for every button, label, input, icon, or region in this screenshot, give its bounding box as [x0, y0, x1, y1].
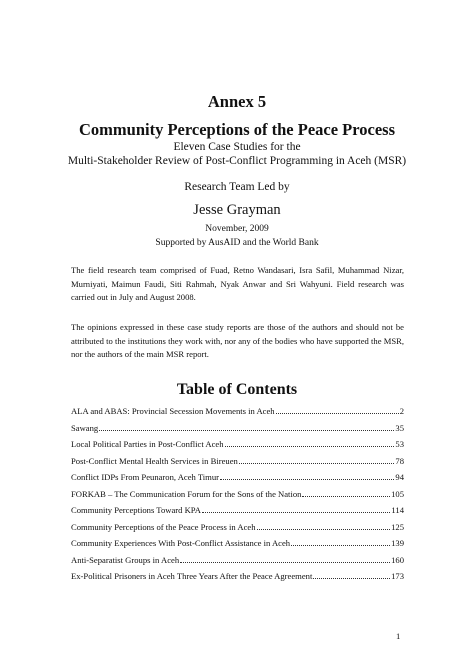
- subtitle-line-1: Eleven Case Studies for the: [173, 141, 301, 153]
- toc-entry-title: ALA and ABAS: Provincial Secession Movements in Aceh: [71, 406, 275, 416]
- toc-entry[interactable]: [71, 406, 404, 423]
- disclaimer-paragraph: The opinions expressed in these case study reports are those of the authors and should not be attributed to the institutions they work with, nor any of the bodies who have supported the MSR, nor the authors of the main MSR report.: [71, 322, 404, 359]
- toc-dot-leader: [291, 544, 390, 546]
- toc-dot-leader: [180, 561, 390, 563]
- toc-dot-leader: [239, 462, 395, 464]
- toc-entry-page: 139: [391, 538, 404, 548]
- toc-dot-leader: [313, 577, 390, 579]
- led-by-label: Research Team Led by: [184, 181, 290, 193]
- document-title: Community Perceptions of the Peace Process: [78, 120, 396, 139]
- toc-entry-title: Community Perceptions of the Peace Process in Aceh: [71, 521, 256, 532]
- toc-entry-page: 105: [391, 488, 404, 499]
- toc-entry[interactable]: [71, 522, 404, 539]
- support-line: Supported by AusAID and the World Bank: [155, 238, 319, 248]
- toc-entry-title: FORKAB – The Communication Forum for the Sons of the Nation: [71, 488, 302, 499]
- toc-entry-page: 114: [391, 505, 404, 515]
- author-name: Jesse Grayman: [193, 202, 281, 218]
- toc-heading: Table of Contents: [176, 381, 298, 398]
- toc-entry-page: 125: [391, 521, 404, 532]
- toc-entry-page: 2: [399, 406, 404, 416]
- toc-entry-title: Conflict IDPs From Peunaron, Aceh Timur: [71, 472, 220, 482]
- subtitle-line-2: Multi-Stakeholder Review of Post-Conflict Programming in Aceh (MSR): [67, 155, 407, 167]
- toc-entry[interactable]: [71, 489, 404, 506]
- toc-entry-page: 94: [395, 472, 404, 482]
- page-number: 1: [396, 631, 401, 641]
- toc-entry-page: 53: [395, 439, 404, 449]
- toc-entry-title: Local Political Parties in Post-Conflict Aceh: [71, 439, 224, 449]
- toc-entry-title: Community Perceptions Toward KPA: [71, 505, 201, 515]
- toc-entry-title: Post-Conflict Mental Health Services in Bireuen: [71, 455, 238, 466]
- toc-dot-leader: [220, 478, 394, 480]
- annex-label: Annex 5: [207, 92, 267, 111]
- toc-entry-title: Ex-Political Prisoners in Aceh Three Years After the Peace Agreement: [71, 571, 313, 581]
- toc-entry[interactable]: [71, 555, 404, 572]
- table-of-contents: [71, 406, 404, 588]
- toc-entry[interactable]: [71, 423, 404, 440]
- toc-dot-leader: [202, 511, 390, 513]
- toc-entry-title: Sawang: [71, 422, 99, 433]
- toc-entry-title: Anti-Separatist Groups in Aceh: [71, 554, 180, 565]
- toc-entry[interactable]: [71, 456, 404, 473]
- toc-dot-leader: [99, 429, 394, 431]
- toc-entry[interactable]: [71, 505, 404, 522]
- toc-dot-leader: [225, 445, 395, 447]
- toc-dot-leader: [257, 528, 391, 530]
- toc-entry[interactable]: [71, 439, 404, 456]
- toc-entry-page: 173: [391, 571, 404, 581]
- toc-dot-leader: [302, 495, 390, 497]
- toc-entry[interactable]: [71, 472, 404, 489]
- toc-entry-page: 35: [395, 422, 404, 433]
- toc-entry-title: Community Experiences With Post-Conflict Assistance in Aceh: [71, 538, 291, 548]
- toc-entry[interactable]: [71, 538, 404, 555]
- publication-date: November, 2009: [205, 224, 269, 234]
- toc-entry[interactable]: [71, 571, 404, 588]
- research-team-paragraph: The field research team comprised of Fuad, Retno Wandasari, Isra Safil, Muhammad Nizar, Murniyati, Maimun Faudi, Siti Rahmah, Nyak Anwar and Sri Wahyuni. Field research was carried out in July and August 2008.: [71, 265, 404, 302]
- toc-entry-page: 160: [391, 554, 404, 565]
- toc-dot-leader: [276, 412, 399, 414]
- toc-entry-page: 78: [395, 455, 404, 466]
